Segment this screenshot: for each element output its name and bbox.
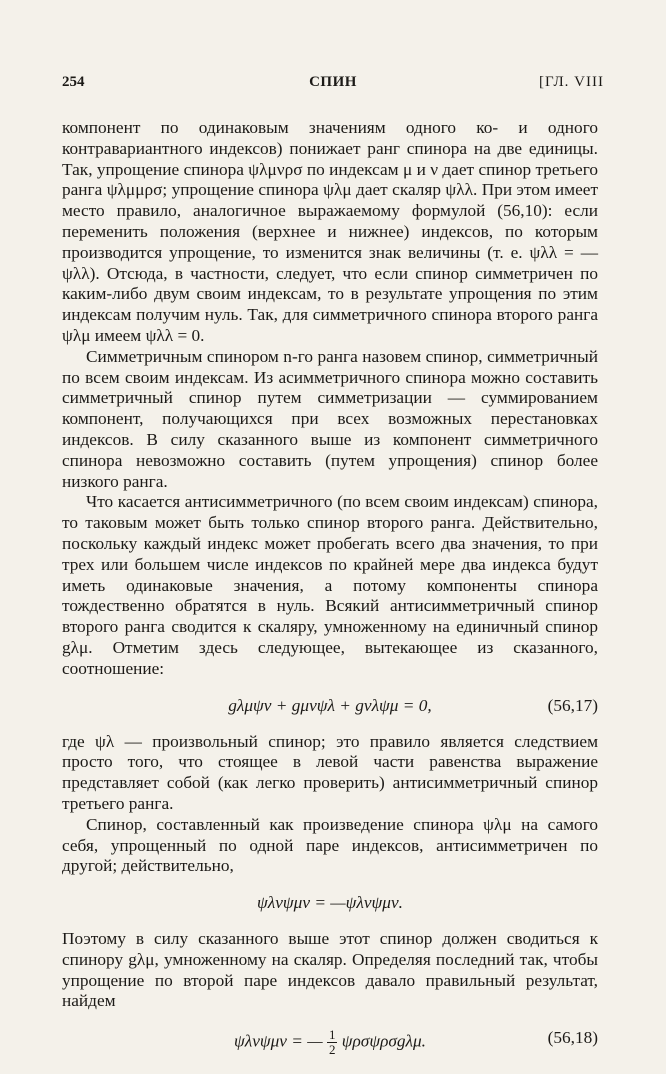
paragraph-6: Поэтому в силу сказанного выше этот спинор должен сводиться к спинору gλμ, умноженному на скаляр. Определяя последний так, чтобы упрощение по второй паре индексов давало правильный результат, найдем: [62, 929, 598, 1011]
equation-56-17-number: (56,17): [547, 695, 598, 715]
equation-mid: [62, 891, 598, 915]
equation-56-18-expr: [62, 1028, 598, 1057]
paragraph-4: где ψλ — произвольный спинор; это правило является следствием просто того, что стоящее в левой части равенства выражение представляет собой (как легко проверить) антисимметричный спинор третьего ранга.: [62, 731, 598, 813]
fraction-numerator: 1: [328, 1027, 336, 1043]
page-number: 254: [62, 74, 85, 90]
fraction-one-half: [327, 1028, 338, 1057]
equation-56-18-lhs: ψλνψμν = —: [233, 1031, 323, 1051]
fraction-denominator: 2: [328, 1042, 336, 1058]
equation-mid-expr: ψλνψμν = —ψλνψμν.: [257, 893, 403, 913]
paragraph-1: компонент по одинаковым значениям одного ко- и одного контравариантного индексов) понижает ранг спинора на две единицы. Так, упрощение спинора ψλμνρσ по индексам μ и ν дает спинор третьего ранга ψλμμρσ; упрощение спинора ψλμ дает скаляр ψλλ. При этом имеет место правило, аналогичное выражаемому формулой (56,10): если переменить положения (верхнее и нижнее) индексов, по которым производится упрощение, то изменится знак величины (т. е. ψλλ = — ψλλ). Отсюда, в частности, следует, что если спинор симметричен по каким-либо двум своим индексам, то в результате упрощения по этим индексам получим нуль. Так, для симметричного спинора второго ранга ψλμ имеем ψλλ = 0.: [62, 118, 598, 345]
equation-56-18-number: (56,18): [547, 1028, 598, 1048]
equation-56-18-rhs: ψρσψρσgλμ.: [341, 1031, 427, 1051]
equation-56-17-expr: gλμψν + gμνψλ + gνλψμ = 0,: [228, 695, 432, 715]
running-title: СПИН: [309, 74, 357, 90]
page-body: [62, 118, 598, 1074]
page-header: [62, 74, 604, 98]
paragraph-2: Симметричным спинором n-го ранга назовем спинор, симметричный по всем своим индексам. Из асимметричного спинора можно составить симметричный спинор путем симметризации — суммированием компонент, получающихся при всех возможных перестановках индексов. В силу сказанного выше из компонент симметричного спинора невозможно составить (путем упрощения) спинор более низкого ранга.: [62, 346, 598, 491]
chapter-label: [ГЛ. VIII: [538, 74, 604, 90]
equation-56-17: [62, 694, 598, 718]
equation-56-18: [62, 1026, 598, 1060]
paragraph-3: Что касается антисимметричного (по всем своим индексам) спинора, то таковым может быть только спинор второго ранга. Действительно, поскольку каждый индекс может пробегать всего два значения, то при трех или большем числе индексов по крайней мере два индекса будут иметь одинаковые значения, а потому компоненты спинора тождественно обратятся в нуль. Всякий антисимметричный спинор второго ранга сводится к скаляру, умноженному на единичный спинор gλμ. Отметим здесь следующее, вытекающее из сказанного, соотношение:: [62, 492, 598, 678]
paragraph-5: Спинор, составленный как произведение спинора ψλμ на самого себя, упрощенный по одной паре индексов, антисимметричен по другой; действительно,: [62, 814, 598, 876]
